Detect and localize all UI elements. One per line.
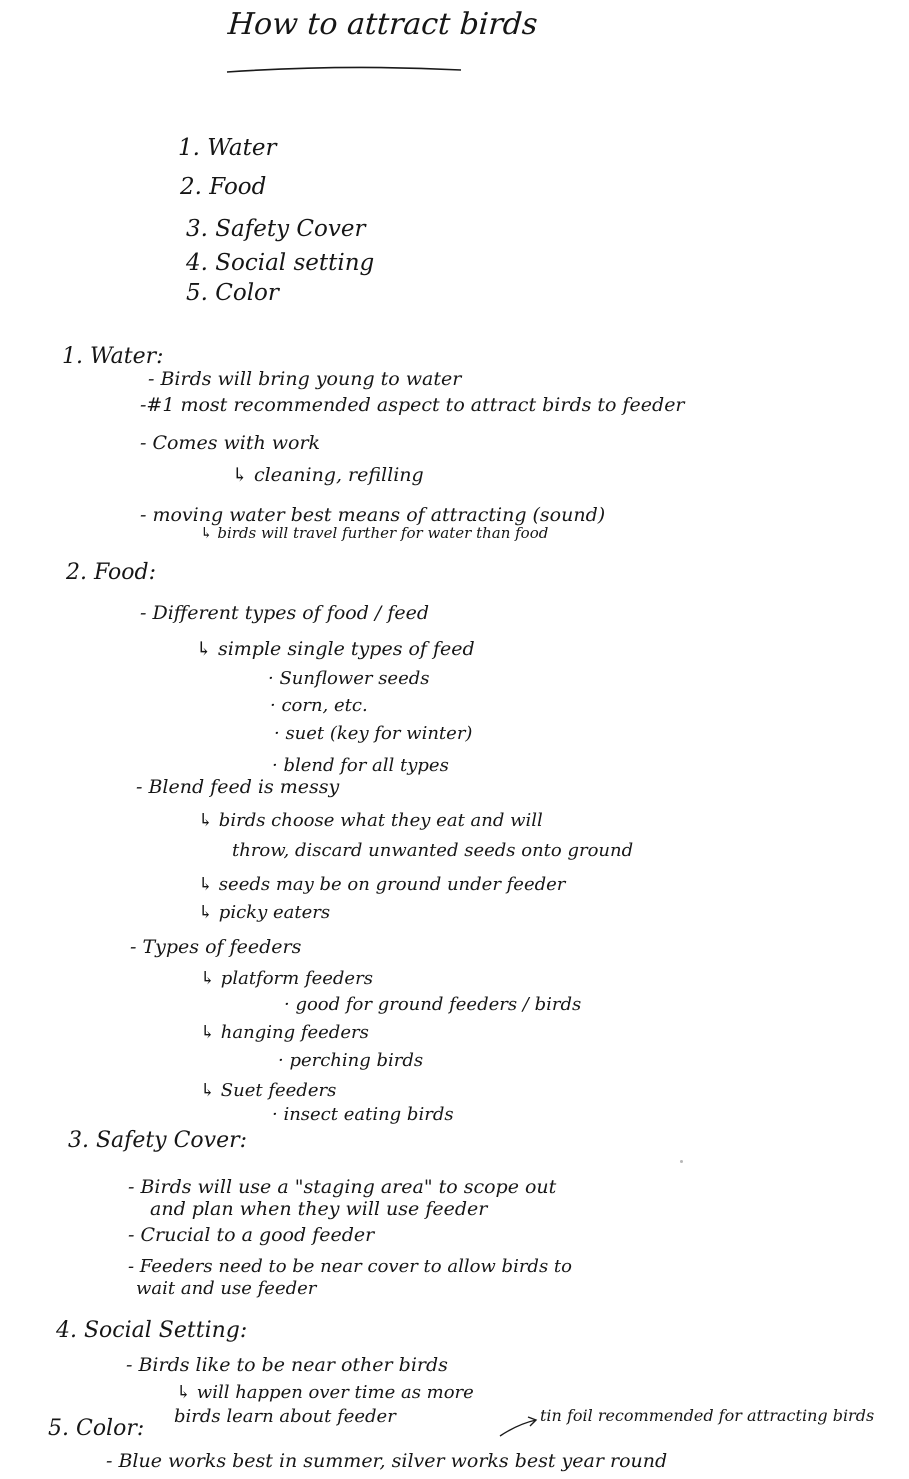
food-blend-detail-line2: throw, discard unwanted seeds onto ground xyxy=(232,840,634,861)
food-bullet-types: - Different types of food / feed xyxy=(140,602,430,624)
safety-bullet-crucial: - Crucial to a good feeder xyxy=(128,1224,375,1246)
section-social-heading: 4. Social Setting: xyxy=(56,1318,248,1343)
food-bullet-types-detail: ↳ simple single types of feed xyxy=(196,638,475,660)
feeder-type-hanging: ↳ hanging feeders xyxy=(200,1022,369,1043)
toc-item-food: 2. Food xyxy=(180,174,267,200)
annotation-arrow-icon xyxy=(498,1416,540,1438)
toc-item-safety: 3. Safety Cover xyxy=(186,216,366,242)
food-item-corn: · corn, etc. xyxy=(270,695,368,716)
social-detail-line2: birds learn about feeder xyxy=(174,1406,396,1427)
feeder-type-suet: ↳ Suet feeders xyxy=(200,1080,337,1101)
safety-bullet-cover-line1: - Feeders need to be near cover to allow birds to xyxy=(128,1256,572,1277)
toc-item-color: 5. Color xyxy=(186,280,279,306)
color-bullet-blue-silver: - Blue works best in summer, silver works best year round xyxy=(106,1450,668,1472)
food-blend-detail-picky: ↳ picky eaters xyxy=(198,902,331,923)
title-underline xyxy=(225,62,463,76)
safety-bullet-staging-line1: - Birds will use a "staging area" to scope out xyxy=(128,1176,557,1198)
water-bullet-work-detail: ↳ cleaning, refilling xyxy=(232,464,424,486)
section-color-heading: 5. Color: xyxy=(48,1416,145,1441)
water-bullet-most-recommended: -#1 most recommended aspect to attract birds to feeder xyxy=(140,394,685,416)
section-safety-heading: 3. Safety Cover: xyxy=(68,1128,248,1153)
water-bullet-young: - Birds will bring young to water xyxy=(148,368,462,390)
feeder-type-platform-note: · good for ground feeders / birds xyxy=(284,994,582,1015)
social-detail-line1: ↳ will happen over time as more xyxy=(176,1382,474,1403)
food-item-sunflower: · Sunflower seeds xyxy=(268,668,430,689)
page-title: How to attract birds xyxy=(226,7,539,42)
food-bullet-blend-messy: - Blend feed is messy xyxy=(136,776,340,798)
food-item-suet: · suet (key for winter) xyxy=(274,723,473,744)
food-blend-detail-ground: ↳ seeds may be on ground under feeder xyxy=(198,874,566,895)
food-bullet-feeder-types: - Types of feeders xyxy=(130,936,302,958)
feeder-type-suet-note: · insect eating birds xyxy=(272,1104,454,1125)
safety-bullet-staging-line2: and plan when they will use feeder xyxy=(150,1198,488,1220)
water-bullet-work: - Comes with work xyxy=(140,432,321,454)
toc-item-water: 1. Water xyxy=(178,135,277,161)
color-annotation-tinfoil: tin foil recommended for attracting birds xyxy=(540,1406,875,1425)
safety-bullet-cover-line2: wait and use feeder xyxy=(136,1278,317,1299)
section-water-heading: 1. Water: xyxy=(62,344,164,369)
feeder-type-platform: ↳ platform feeders xyxy=(200,968,373,989)
food-blend-detail-line1: ↳ birds choose what they eat and will xyxy=(198,810,543,831)
toc-item-social: 4. Social setting xyxy=(186,250,375,276)
social-bullet-near-others: - Birds like to be near other birds xyxy=(126,1354,448,1376)
water-bullet-moving-water-detail: ↳ birds will travel further for water than food xyxy=(200,524,549,542)
feeder-type-hanging-note: · perching birds xyxy=(278,1050,424,1071)
water-bullet-moving-water: - moving water best means of attracting (sound) xyxy=(140,504,606,526)
food-item-blend: · blend for all types xyxy=(272,755,449,776)
paper-speck xyxy=(680,1160,683,1163)
section-food-heading: 2. Food: xyxy=(66,560,157,585)
